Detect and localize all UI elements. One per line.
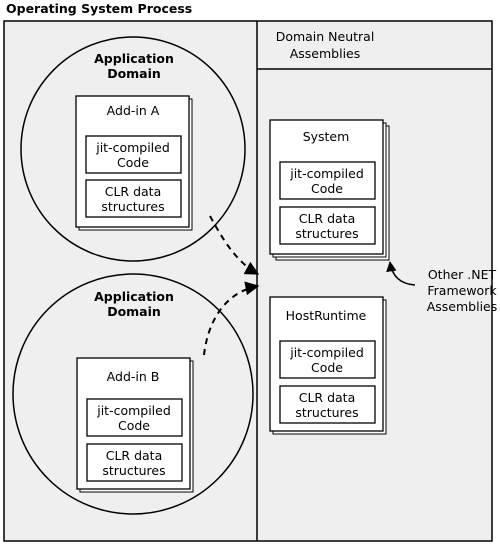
domain-neutral-title-line1: Domain Neutral [275, 29, 375, 44]
addin-a-code-line2: Code [116, 155, 150, 170]
addin-b-code-line1: jit-compiled [97, 403, 171, 418]
app-domain-b [13, 274, 253, 514]
system-clr-line2: structures [295, 226, 359, 241]
system-code-line2: Code [310, 181, 344, 196]
other-assemblies-line2: Framework [427, 283, 497, 298]
addin-a-clr-line1: CLR data [104, 184, 162, 199]
other-assemblies-line3: Assemblies [426, 299, 498, 314]
hostruntime-code-line1: jit-compiled [290, 345, 364, 360]
addin-a-code-line1: jit-compiled [96, 140, 170, 155]
addin-b-label: Add-in B [106, 369, 160, 384]
other-assemblies-line1: Other .NET [427, 267, 497, 282]
system-clr-line1: CLR data [298, 211, 356, 226]
app-domain-a [21, 37, 245, 261]
hostruntime-code-line2: Code [310, 360, 344, 375]
addin-a-label: Add-in A [106, 103, 160, 118]
system-assembly [270, 120, 389, 260]
system-label: System [302, 129, 350, 144]
app-domain-b-title-line1: Application [94, 289, 174, 304]
hostruntime-clr-line1: CLR data [298, 390, 356, 405]
addin-b-clr-line2: structures [102, 463, 166, 478]
domain-neutral-title-line2: Assemblies [289, 46, 361, 61]
process-title: Operating System Process [6, 1, 193, 16]
system-code-line1: jit-compiled [290, 166, 364, 181]
hostruntime-label: HostRuntime [285, 308, 367, 323]
addin-a-clr-line2: structures [101, 199, 165, 214]
app-domain-a-title-line1: Application [94, 51, 174, 66]
hostruntime-clr-line2: structures [295, 405, 359, 420]
addin-b-code-line2: Code [117, 418, 151, 433]
addin-b-clr-line1: CLR data [105, 448, 163, 463]
app-domain-b-title-line2: Domain [107, 304, 161, 319]
hostruntime-assembly [270, 297, 386, 434]
app-domain-a-title-line2: Domain [107, 66, 161, 81]
